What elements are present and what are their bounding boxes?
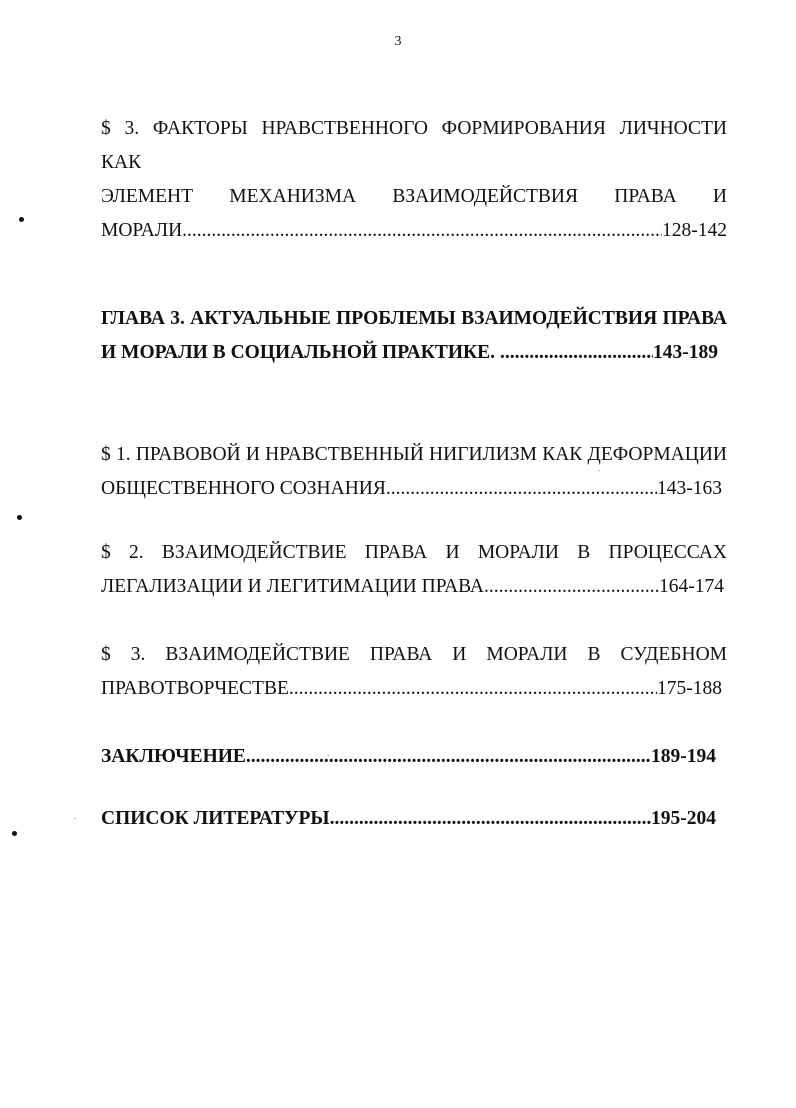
toc-entry-line: $ 2. ВЗАИМОДЕЙСТВИЕ ПРАВА И МОРАЛИ В ПРОЦЕССАХ [101,542,727,563]
dot-leader [330,802,651,836]
dot-leader [289,672,657,706]
toc-entry-leader-line [101,214,727,248]
toc-entry-line: $ 3. ФАКТОРЫ НРАВСТВЕННОГО ФОРМИРОВАНИЯ ЛИЧНОСТИ КАК [101,118,727,173]
toc-entry-leader-line [101,570,724,604]
toc-page-range: 195-204 [651,808,716,829]
toc-page-range: 175-188 [657,678,722,699]
toc-entry-title-end: МОРАЛИ [101,220,183,241]
toc-entry-title-end: ЛЕГАЛИЗАЦИИ И ЛЕГИТИМАЦИИ ПРАВА [101,576,485,597]
toc-page-range: 128-142 [662,220,727,241]
toc-entry-leader-line [101,802,716,836]
dot-leader [484,570,659,604]
toc-entry-line: $ 1. ПРАВОВОЙ И НРАВСТВЕННЫЙ НИГИЛИЗМ КАК ДЕФОРМАЦИИ [101,444,727,465]
toc-entry-bibliography [101,802,727,836]
toc-entry-section-3-factors [101,112,727,248]
margin-dot [17,515,22,520]
toc-entry-section-1-nihilism [101,438,727,506]
toc-entry-line: ГЛАВА 3. АКТУАЛЬНЫЕ ПРОБЛЕМЫ ВЗАИМОДЕЙСТВИЯ ПРАВА [101,308,727,329]
dot-leader [386,472,657,506]
toc-page-range: 143-163 [657,478,722,499]
toc-entry-leader-line [101,336,718,370]
toc-entry-title-end: ЗАКЛЮЧЕНИЕ [101,746,246,767]
toc-entry-title-end: И МОРАЛИ В СОЦИАЛЬНОЙ ПРАКТИКЕ. [101,342,496,363]
toc-entry-title-end: СПИСОК ЛИТЕРАТУРЫ [101,808,330,829]
toc-entry-line: $ 3. ВЗАИМОДЕЙСТВИЕ ПРАВА И МОРАЛИ В СУДЕБНОМ [101,644,727,665]
toc-entry-conclusion [101,740,727,774]
toc-page-range: 189-194 [651,746,716,767]
toc-entry-leader-line [101,740,716,774]
toc-entry-chapter-3 [101,302,727,370]
table-of-contents [101,112,727,836]
toc-entry-title-end: ОБЩЕСТВЕННОГО СОЗНАНИЯ [101,478,386,499]
dot-leader [182,214,662,248]
scan-speck [327,755,329,756]
toc-entry-leader-line [101,672,722,706]
toc-entry-title-end: ПРАВОТВОРЧЕСТВЕ [101,678,289,699]
page-number: 3 [394,34,402,49]
toc-entry-section-3-judicial [101,638,727,706]
toc-page-range: 143-189 [653,342,718,363]
toc-page-range: 164-174 [659,576,724,597]
margin-dot [12,831,17,836]
toc-entry-line: ЭЛЕМЕНТ МЕХАНИЗМА ВЗАИМОДЕЙСТВИЯ ПРАВА И [101,186,727,207]
dot-leader [495,336,653,370]
toc-entry-section-2-legalization [101,536,727,604]
margin-dot [19,217,24,222]
dot-leader [246,740,651,774]
toc-entry-leader-line [101,472,722,506]
scan-speck [74,818,76,819]
scan-speck [598,470,600,471]
